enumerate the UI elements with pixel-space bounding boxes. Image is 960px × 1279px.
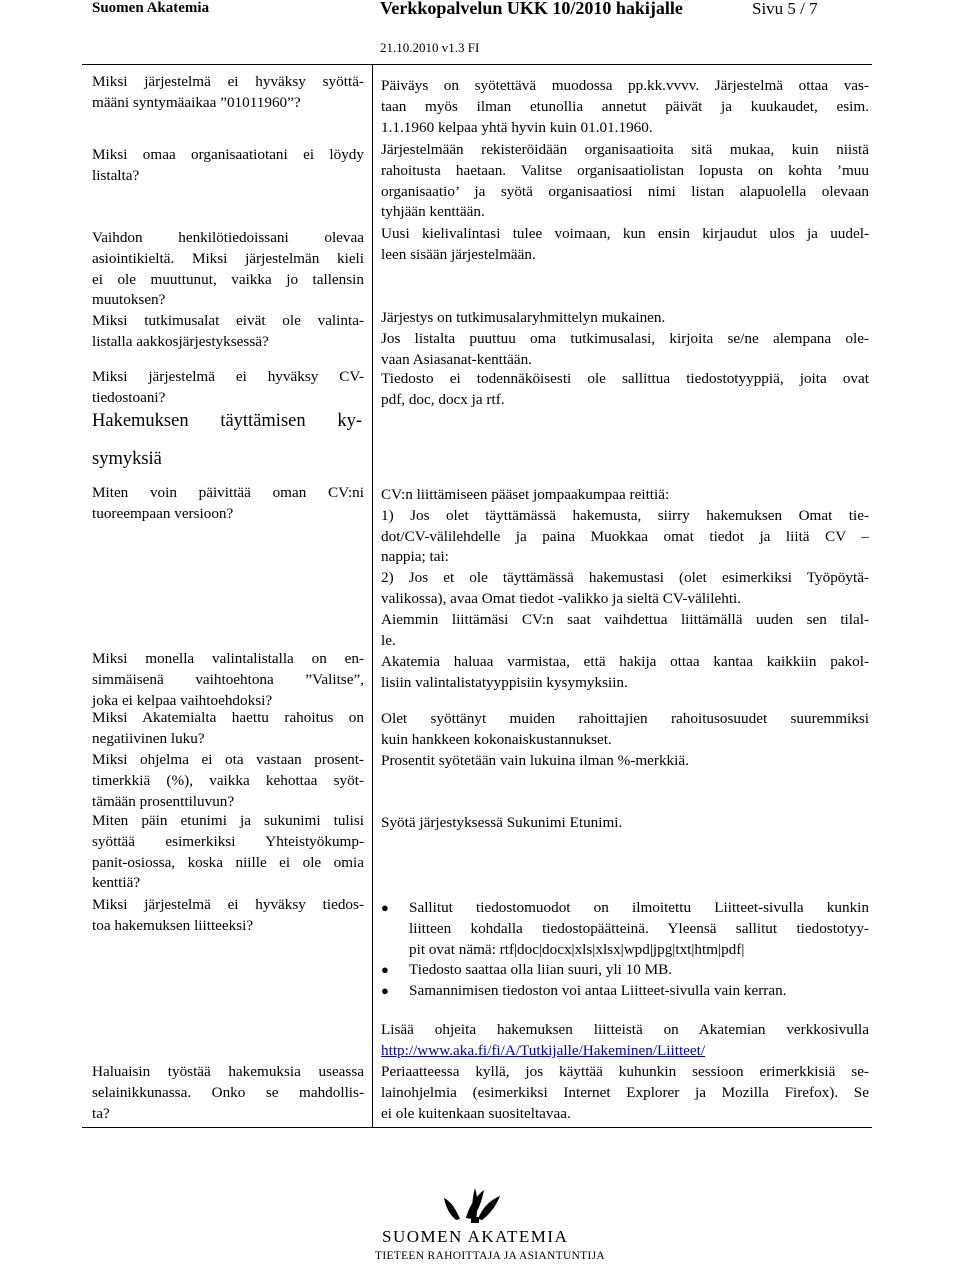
header-org: Suomen Akatemia	[92, 0, 210, 16]
question-valitse: Miksi monella valintalistalla on en- simmäisenä vaihtoehtona ”Valitse”, joka ei kelpaa vaihtoehdoksi?	[92, 650, 364, 709]
question-research-fields: Miksi tutkimusalat eivät ole valinta- listalla aakkosjärjestyksessä?	[92, 312, 364, 350]
question-language: Vaihdon henkilötiedoissani olevaa asiointikieltä. Miksi järjestelmän kieli ei ole muuttunut, vaikka jo tallensin muutoksen?	[92, 229, 364, 309]
answer-language: Uusi kielivalintasi tulee voimaan, kun ensin kirjaudut ulos ja uudel- leen sisään järjestelmään.	[381, 225, 869, 263]
section-heading: Hakemuksen täyttämisen ky- symyksiä	[92, 411, 362, 469]
answer-attachment-more-info: Lisää ohjeita hakemuksen liitteistä on Akatemian verkkosivulla http://www.aka.fi/fi/A/Tutkijalle/Hakeminen/Liitteet/	[381, 1021, 869, 1059]
question-multiple-windows: Haluaisin työstää hakemuksia useassa selainikkunassa. Onko se mahdollis- ta?	[92, 1063, 364, 1122]
attachments-help-link[interactable]: http://www.aka.fi/fi/A/Tutkijalle/Hakeminen/Liitteet/	[381, 1041, 706, 1059]
answer-percent: Prosentit syötetään vain lukuina ilman %-merkkiä.	[381, 752, 689, 769]
answer-multiple-windows: Periaatteessa kyllä, jos käyttää kuhunkin sessioon erimerkkisiä se- lainohjelmia (esimerkiksi Internet Explorer ja Mozilla Firefox). Se ei ole kuitenkaan suositeltavaa.	[381, 1063, 869, 1122]
answer-name-order: Syötä järjestyksessä Sukunimi Etunimi.	[381, 814, 623, 831]
question-attachment: Miksi järjestelmä ei hyväksy tiedos- toa hakemuksen liitteeksi?	[92, 896, 364, 934]
bullet-icon: ●	[381, 983, 389, 998]
table-bottom-rule	[82, 1127, 872, 1128]
question-negative-funding: Miksi Akatemialta haettu rahoitus on negatiivinen luku?	[92, 709, 364, 747]
question-birthdate: Miksi järjestelmä ei hyväksy syöttä- määni syntymäaikaa ”01011960”?	[92, 73, 364, 111]
header-title: Verkkopalvelun UKK 10/2010 hakijalle	[380, 0, 683, 18]
table-top-rule	[82, 64, 872, 65]
header-page-number: Sivu 5 / 7	[752, 0, 818, 18]
list-item: ● Tiedosto saattaa olla liian suuri, yli 10 MB.	[381, 960, 869, 981]
answer-birthdate: Päiväys on syötettävä muodossa pp.kk.vvvv. Järjestelmä ottaa vas- taan myös ilman etunollia annetut päivät ja kuukaudet, esim. 1.1.1960 kelpaa yhtä hyvin kuin 01.01.1960.	[381, 77, 869, 136]
bullet-icon: ●	[381, 900, 389, 915]
answer-valitse: Akatemia haluaa varmistaa, että hakija ottaa kantaa kaikkiin pakol- lisiin valintalistatyyppisiin kysymyksiin.	[381, 653, 869, 691]
answer-negative-funding: Olet syöttänyt muiden rahoittajien rahoitusosuudet suuremmiksi kuin hankkeen kokonaiskustannukset.	[381, 710, 869, 748]
question-cv-file: Miksi järjestelmä ei hyväksy CV- tiedostoani?	[92, 368, 364, 406]
question-update-cv: Miten voin päivittää oman CV:ni tuoreempaan versioon?	[92, 484, 364, 522]
question-percent: Miksi ohjelma ei ota vastaan prosent- timerkkiä (%), vaikka kehottaa syöt- tämään prosenttiluvun?	[92, 751, 364, 810]
logo-tagline: TIETEEN RAHOITTAJA JA ASIANTUNTIJA	[375, 1250, 605, 1262]
logo-name: SUOMEN AKATEMIA	[382, 1227, 569, 1246]
answer-cv-file: Tiedosto ei todennäköisesti ole sallittua tiedostotyyppiä, joita ovat pdf, doc, docx ja rtf.	[381, 370, 869, 408]
list-item: ● Sallitut tiedostomuodot on ilmoitettu Liitteet-sivulla kunkin liitteen kohdalla tiedostopäätteinä. Yleensä sallitut tiedostotyy- pit ovat nämä: rtf|doc|docx|xls|xlsx|wpd|jpg|txt|htm|pdf|	[381, 899, 869, 958]
header-version: 21.10.2010 v1.3 FI	[380, 40, 480, 55]
answer-organisation: Järjestelmään rekisteröidään organisaatioita sitä mukaa, kuin niistä rahoitusta haetaan. Valitse organisaatiolistan lopusta on kohta ’muu organisaatio’ ja syötä organisaatiosi nimi listan alapuolella olevaan tyhjään kenttään.	[381, 141, 869, 221]
table-column-divider	[372, 64, 373, 1128]
bullet-icon: ●	[381, 962, 389, 977]
question-organisation: Miksi omaa organisaatiotani ei löydy listalta?	[92, 146, 364, 184]
list-item: ● Samannimisen tiedoston voi antaa Liitteet-sivulla vain kerran.	[381, 981, 869, 1002]
question-name-order: Miten päin etunimi ja sukunimi tulisi syöttää esimerkiksi Yhteistyökump- panit-osiossa, koska niille ei ole omia kenttiä?	[92, 812, 364, 892]
answer-update-cv: CV:n liittämiseen pääset jompaakumpaa reittiä: 1) Jos olet täyttämässä hakemusta, siirry hakemuksen Omat tie- dot/CV-välilehdelle ja paina Muokkaa omat tiedot ja liitä CV – nappia; tai: 2) Jos et ole täyttämässä hakemustasi (olet esimerkiksi Työpöytä- valikossa), avaa Omat tiedot -valikko ja sieltä CV-välilehti. Aiemmin liittämäsi CV:n saat vaihdettua liittämällä uuden sen tilal- le.	[381, 486, 869, 649]
answer-research-fields: Järjestys on tutkimusalaryhmittelyn mukainen. Jos listalta puuttuu oma tutkimusalasi, kirjoita se/ne alempana ole- vaan Asiasanat-kenttään.	[381, 309, 869, 368]
